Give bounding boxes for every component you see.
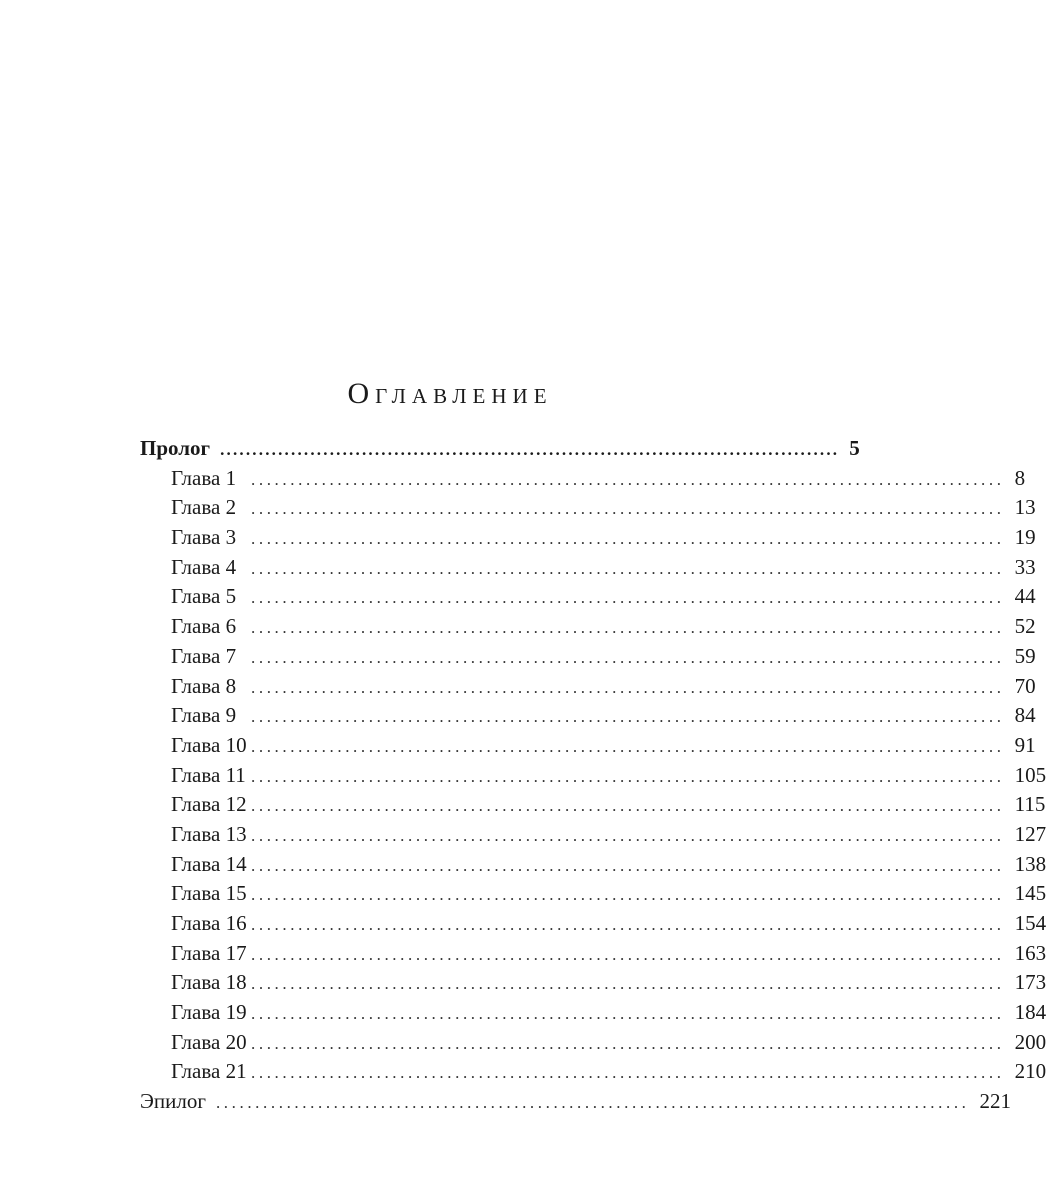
- toc-entry: [140, 731, 1036, 761]
- dot-leader: ................................................................................................: [251, 736, 1005, 756]
- toc-entry-page-number: 44: [1014, 584, 1036, 609]
- page-title: Оглавление: [347, 377, 553, 410]
- toc-entry: [140, 790, 1046, 820]
- dot-leader: ................................................................................................: [220, 440, 840, 459]
- dot-leader: ................................................................................................: [251, 944, 1005, 964]
- dot-leader: ................................................................................................: [251, 796, 1005, 816]
- toc-entry-page-number: 138: [1014, 851, 1046, 876]
- toc-entry: [140, 998, 1046, 1028]
- toc-entry-label: Глава 18: [171, 970, 247, 995]
- toc-entry-label: Пролог: [140, 436, 211, 460]
- dot-leader: ................................................................................................: [251, 558, 1005, 578]
- toc-entry-page-number: 59: [1014, 643, 1036, 668]
- dot-leader: ................................................................................................: [251, 588, 1005, 608]
- toc-entry-label: Глава 7: [171, 643, 237, 668]
- dot-leader: ................................................................................................: [251, 677, 1005, 697]
- toc-entry-page-number: 154: [1014, 911, 1046, 935]
- toc-entry-label: Эпилог: [140, 1089, 206, 1114]
- toc-entry-page-number: 84: [1014, 703, 1036, 728]
- toc-entry-page-number: 33: [1014, 554, 1036, 579]
- toc-entry: [140, 939, 1046, 969]
- toc-entry: [140, 879, 1046, 909]
- toc-entry-page-number: 19: [1014, 525, 1036, 550]
- toc-entry-label: Глава 11: [171, 762, 246, 787]
- dot-leader: ................................................................................................: [251, 647, 1005, 667]
- dot-leader: ................................................................................................: [251, 974, 1005, 994]
- toc-entry-label: Глава 1: [171, 465, 237, 490]
- toc-entry-label: Глава 3: [171, 525, 237, 550]
- toc-entry-label: Глава 4: [171, 554, 237, 579]
- dot-leader: ................................................................................................: [251, 766, 1005, 786]
- dot-leader: ................................................................................................: [215, 1093, 970, 1113]
- dot-leader: ................................................................................................: [251, 707, 1005, 727]
- toc-entry-page-number: 8: [1014, 465, 1026, 490]
- toc-entry: [140, 434, 860, 464]
- toc-entry: [140, 582, 1036, 612]
- toc-entry-page-number: 115: [1014, 792, 1046, 817]
- toc-entry-page-number: 127: [1014, 821, 1046, 846]
- toc-entry-page-number: 210: [1014, 1059, 1046, 1084]
- toc-entry-label: Глава 6: [171, 614, 237, 639]
- table-of-contents: [140, 434, 1046, 1117]
- toc-entry-page-number: 52: [1014, 614, 1036, 639]
- toc-entry: [140, 820, 1046, 850]
- toc-entry-label: Глава 14: [171, 851, 247, 876]
- toc-entry: [140, 761, 1046, 791]
- toc-entry: [140, 672, 1036, 702]
- toc-entry-label: Глава 9: [171, 703, 237, 728]
- toc-entry: [140, 642, 1036, 672]
- toc-entry: [140, 493, 1036, 523]
- dot-leader: ................................................................................................: [251, 1004, 1005, 1024]
- toc-entry: [140, 464, 1026, 494]
- toc-entry: [140, 553, 1036, 583]
- dot-leader: ................................................................................................: [251, 885, 1005, 905]
- toc-entry-label: Глава 16: [171, 911, 247, 935]
- toc-entry-page-number: 105: [1014, 762, 1046, 787]
- toc-entry: [140, 850, 1046, 880]
- dot-leader: ................................................................................................: [251, 1063, 1005, 1083]
- toc-entry-label: Глава 19: [171, 1000, 247, 1025]
- toc-entry-label: Глава 17: [171, 940, 247, 965]
- toc-entry: [140, 1087, 1012, 1117]
- toc-entry-label: Глава 20: [171, 1029, 247, 1054]
- toc-entry-page-number: 163: [1014, 940, 1046, 965]
- toc-entry-page-number: 200: [1014, 1029, 1046, 1054]
- toc-entry-page-number: 173: [1014, 970, 1046, 995]
- toc-entry-page-number: 13: [1014, 495, 1036, 520]
- dot-leader: ................................................................................................: [251, 1033, 1005, 1053]
- toc-entry-page-number: 91: [1014, 732, 1036, 757]
- dot-leader: ................................................................................................: [251, 469, 1005, 489]
- toc-entry-label: Глава 5: [171, 584, 237, 609]
- dot-leader: ................................................................................................: [251, 915, 1005, 934]
- dot-leader: ................................................................................................: [251, 855, 1005, 875]
- toc-entry-page-number: 5: [849, 436, 860, 460]
- toc-entry-label: Глава 21: [171, 1059, 247, 1084]
- toc-entry-page-number: 221: [979, 1089, 1012, 1114]
- toc-entry-label: Глава 12: [171, 792, 247, 817]
- dot-leader: ................................................................................................: [251, 825, 1005, 845]
- dot-leader: ................................................................................................: [251, 499, 1005, 519]
- toc-entry: [140, 523, 1036, 553]
- toc-entry: [140, 612, 1036, 642]
- toc-entry-label: Глава 15: [171, 881, 247, 906]
- toc-entry-page-number: 70: [1014, 673, 1036, 698]
- dot-leader: ................................................................................................: [251, 529, 1005, 549]
- toc-entry: [140, 909, 1046, 939]
- toc-entry-label: Глава 2: [171, 495, 237, 520]
- toc-entry-label: Глава 10: [171, 732, 247, 757]
- toc-entry: [140, 968, 1046, 998]
- toc-entry-page-number: 145: [1014, 881, 1046, 906]
- toc-entry: [140, 701, 1036, 731]
- toc-entry: [140, 1057, 1046, 1087]
- toc-entry-page-number: 184: [1014, 1000, 1046, 1025]
- dot-leader: ................................................................................................: [251, 618, 1005, 638]
- toc-entry-label: Глава 13: [171, 821, 247, 846]
- toc-entry-label: Глава 8: [171, 673, 237, 698]
- toc-entry: [140, 1028, 1046, 1058]
